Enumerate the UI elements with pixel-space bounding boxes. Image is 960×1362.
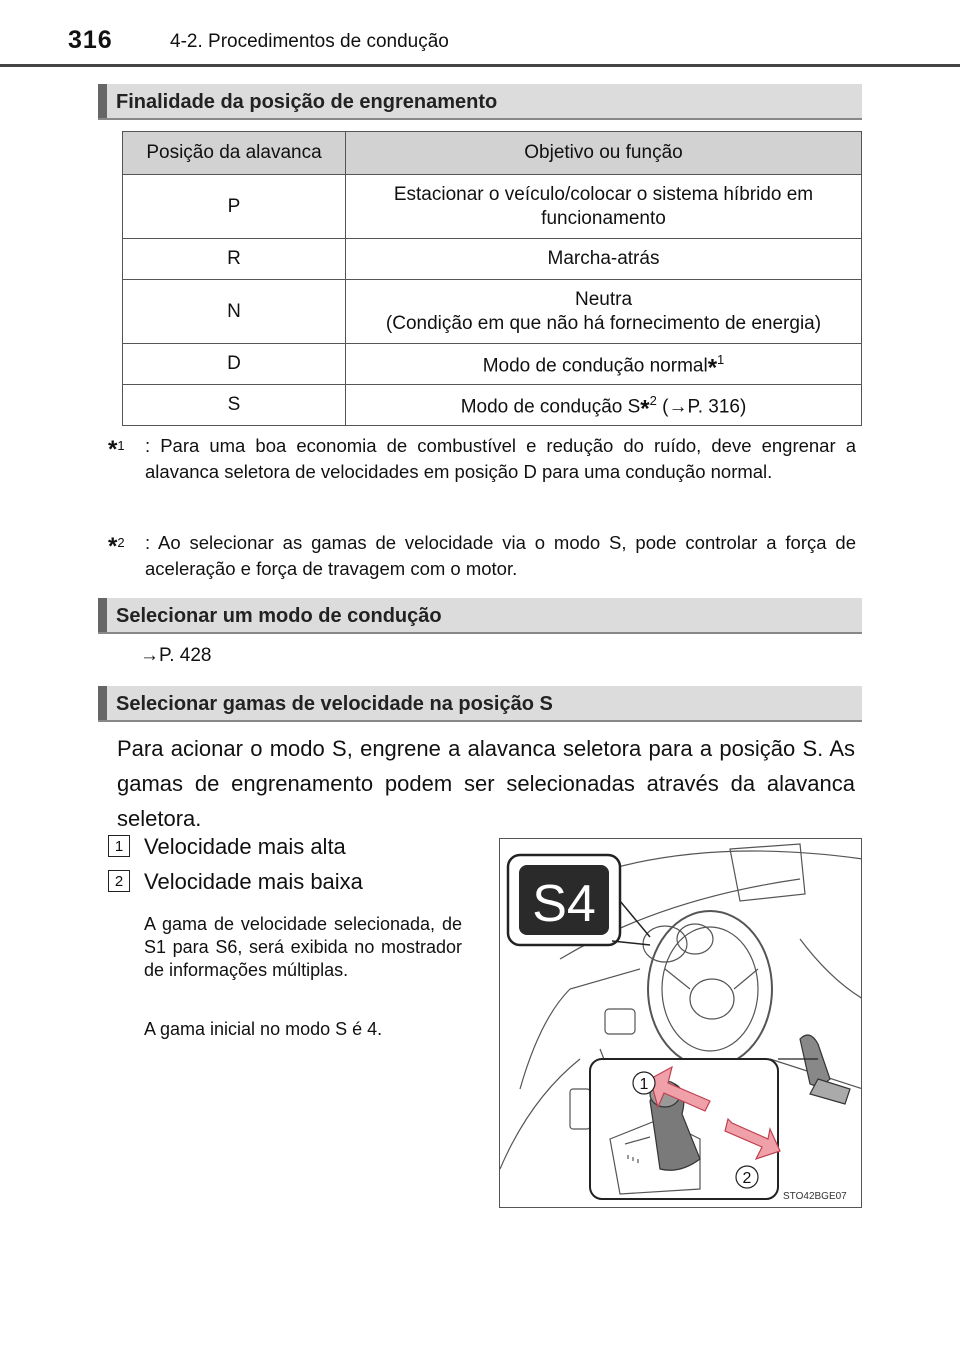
cell-function: Estacionar o veículo/colocar o sistema híbrido em funcionamento — [346, 175, 862, 239]
shift-lever-illustration — [499, 838, 862, 1208]
item-label-1: Velocidade mais alta — [144, 834, 346, 859]
function-detail: (Condição em que não há fornecimento de energia) — [385, 312, 822, 334]
body-paragraph: Para acionar o modo S, engrene a alavanca seletora para a posição S. As gamas de engrenamento podem ser selecionadas através da alavanca seletora. — [117, 736, 855, 831]
cell-function — [346, 385, 862, 426]
figure-code: STO42BGE07 — [783, 1191, 847, 1202]
footnote-ref: 2 — [649, 392, 657, 408]
section-heading-drive-mode — [98, 598, 862, 634]
footnote-mark: *$^2$ — [108, 533, 125, 561]
table-row — [123, 239, 862, 280]
footnote-2 — [108, 530, 856, 582]
table-row — [123, 280, 862, 344]
function-main: Modo de condução normal — [482, 355, 708, 377]
cell-position: S — [123, 385, 346, 426]
page-number: 316 — [68, 26, 113, 54]
page-reference: (→P. 316) — [662, 396, 747, 418]
column-header-position: Posição da alavanca — [123, 132, 346, 175]
table-row — [123, 344, 862, 385]
car-interior-drawing — [500, 839, 862, 1208]
function-main: Neutra — [574, 288, 633, 310]
section-heading-gear-purpose — [98, 84, 862, 120]
section-heading-speed-ranges — [98, 686, 862, 722]
table-row — [123, 175, 862, 239]
section-heading-text: Finalidade da posição de engrenamento — [116, 91, 498, 113]
cell-position: D — [123, 344, 346, 385]
item-number-1: 1 — [108, 835, 130, 857]
callout-1-text: 1 — [639, 1076, 649, 1093]
page-reference-link[interactable]: →P. 428 — [140, 645, 212, 666]
s4-display-text: S4 — [532, 875, 596, 933]
footnote-mark: *$^1$ — [108, 436, 125, 464]
table-header-row — [123, 132, 862, 175]
footnote-1 — [108, 433, 856, 485]
function-main: Modo de condução S — [460, 396, 641, 418]
note-text: A gama inicial no modo S é 4. — [144, 1019, 383, 1039]
footnote-text: : Ao selecionar as gamas de velocidade via o modo S, pode controlar a força de aceleração e força de travagem com o motor. — [145, 532, 856, 579]
chapter-title: 4-2. Procedimentos de condução — [170, 31, 449, 52]
gear-position-table — [122, 131, 862, 426]
header-rule — [0, 64, 960, 67]
asterisk-mark: * — [640, 395, 650, 423]
cell-function — [346, 344, 862, 385]
cell-position: R — [123, 239, 346, 280]
asterisk-mark: * — [707, 354, 718, 382]
cell-function: Marcha-atrás — [346, 239, 862, 280]
section-heading-text: Selecionar um modo de condução — [116, 605, 442, 627]
column-header-function: Objetivo ou função — [346, 132, 862, 175]
section-heading-text: Selecionar gamas de velocidade na posição S — [116, 693, 553, 715]
callout-2-text: 2 — [742, 1170, 752, 1187]
footnote-text: : Para uma boa economia de combustível e redução do ruído, deve engrenar a alavanca seletora de velocidades em posição D para uma condução normal. — [145, 435, 856, 482]
cell-position: P — [123, 175, 346, 239]
cell-function — [346, 280, 862, 344]
item-number-2: 2 — [108, 870, 130, 892]
note-text: A gama de velocidade selecionada, de S1 para S6, será exibida no mostrador de informações múltiplas. — [144, 914, 462, 980]
cell-position: N — [123, 280, 346, 344]
footnote-ref: 1 — [717, 351, 725, 367]
table-row — [123, 385, 862, 426]
item-label-2: Velocidade mais baixa — [144, 869, 363, 894]
